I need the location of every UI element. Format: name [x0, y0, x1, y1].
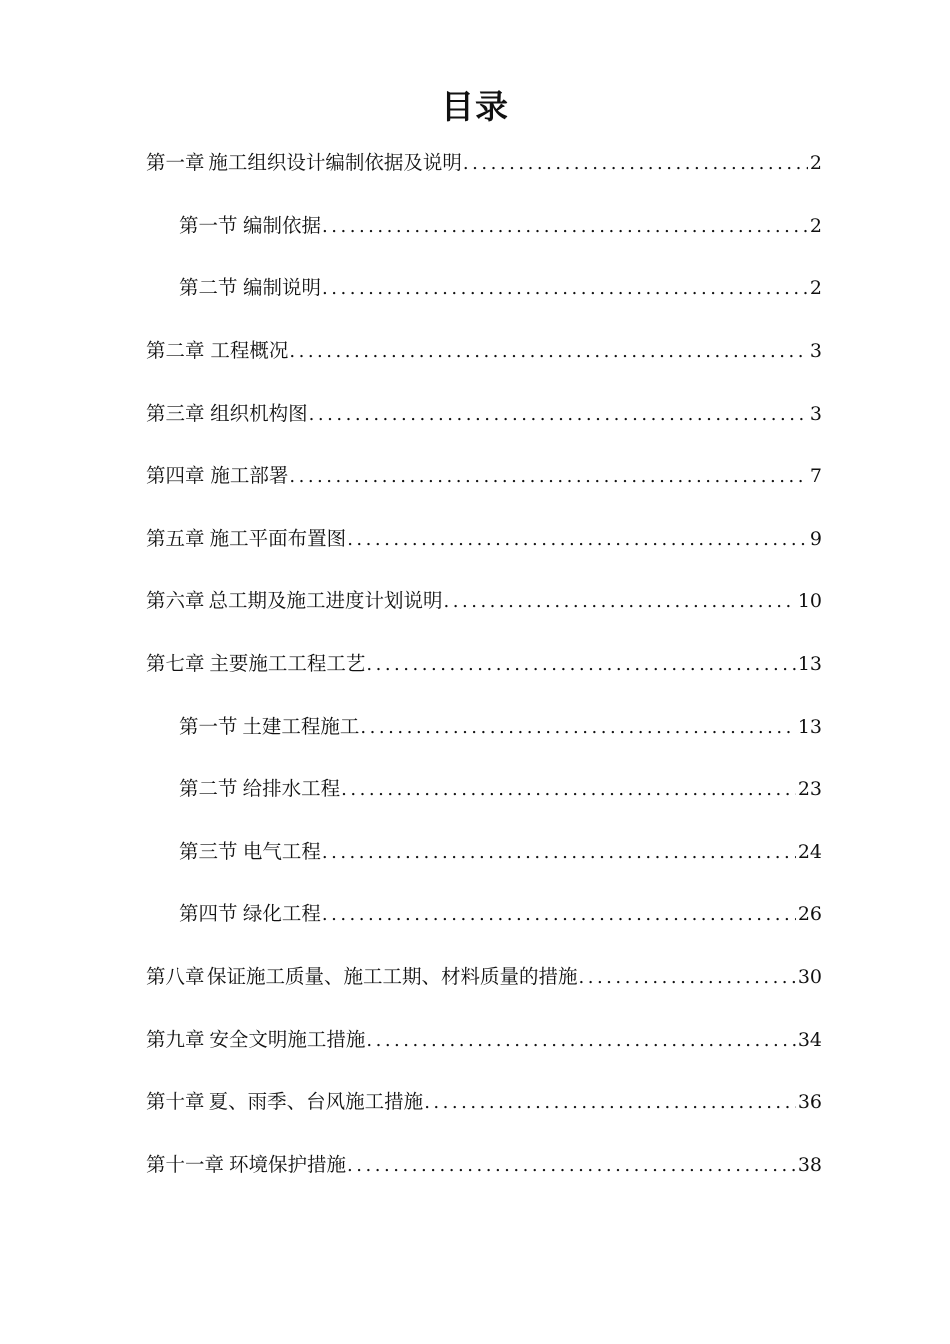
page-number: 23 [797, 778, 822, 801]
dot-leader [360, 716, 795, 740]
toc-entry[interactable] [146, 946, 822, 1009]
page-number: 38 [797, 1153, 822, 1176]
dot-leader [341, 778, 796, 802]
section-title: 编制说明 [242, 276, 321, 300]
section-title: 绿化工程 [242, 902, 321, 926]
chapter-title: 施工平面布置图 [209, 526, 347, 550]
page-number: 30 [797, 966, 822, 989]
toc-entry[interactable] [146, 257, 822, 320]
page-number: 26 [797, 903, 822, 926]
section-number: 第一节 [179, 213, 238, 237]
dot-leader [578, 966, 795, 990]
page-number: 10 [797, 590, 822, 613]
chapter-number: 第七章 [146, 652, 205, 676]
toc-entry[interactable] [146, 445, 822, 508]
chapter-title: 施工部署 [210, 464, 289, 488]
section-title: 给排水工程 [242, 777, 341, 801]
toc-entry[interactable] [146, 320, 822, 383]
toc-entry[interactable] [146, 195, 822, 258]
dot-leader [424, 1091, 796, 1115]
dot-leader [443, 590, 795, 614]
chapter-title: 安全文明施工措施 [209, 1027, 366, 1051]
page-number: 34 [797, 1028, 822, 1051]
page-number: 2 [809, 277, 822, 300]
toc-entry[interactable] [146, 382, 822, 445]
toc-entry[interactable] [146, 1008, 822, 1071]
chapter-title: 组织机构图 [210, 401, 308, 425]
section-number: 第四节 [179, 902, 238, 926]
page-number: 2 [809, 152, 822, 175]
chapter-number: 第十一章 [146, 1152, 225, 1176]
toc-entry[interactable] [146, 1134, 822, 1197]
section-number: 第二节 [179, 276, 238, 300]
chapter-title: 工程概况 [210, 339, 289, 363]
dot-leader [366, 1029, 795, 1053]
chapter-number: 第一章 [146, 151, 205, 175]
toc-list [146, 132, 822, 1196]
chapter-number: 第八章 [146, 965, 205, 989]
chapter-number: 第九章 [146, 1027, 205, 1051]
chapter-number: 第四章 [146, 464, 205, 488]
dot-leader [322, 277, 808, 301]
page-number: 24 [797, 840, 822, 863]
chapter-title: 施工组织设计编制依据及说明 [208, 151, 462, 175]
section-title: 编制依据 [242, 213, 321, 237]
dot-leader [322, 215, 808, 239]
page-number: 13 [797, 653, 822, 676]
dot-leader [322, 841, 796, 865]
section-number: 第二节 [179, 777, 238, 801]
chapter-title: 保证施工质量、施工工期、材料质量的措施 [206, 965, 578, 989]
dot-leader [289, 465, 808, 489]
section-title: 电气工程 [242, 839, 321, 863]
toc-entry[interactable] [146, 821, 822, 884]
toc-entry[interactable] [146, 695, 822, 758]
page-number: 36 [797, 1091, 822, 1114]
chapter-title: 夏、雨季、台风施工措施 [208, 1090, 424, 1114]
section-number: 第一节 [179, 714, 238, 738]
toc-title: 目录 [441, 87, 509, 126]
dot-leader [366, 653, 795, 677]
toc-entry[interactable] [146, 570, 822, 633]
dot-leader [322, 903, 796, 927]
dot-leader [347, 528, 808, 552]
section-number: 第三节 [179, 839, 238, 863]
toc-entry[interactable] [146, 758, 822, 821]
chapter-number: 第二章 [146, 339, 205, 363]
dot-leader [347, 1154, 796, 1178]
page-number: 2 [809, 214, 822, 237]
chapter-title: 环境保护措施 [229, 1152, 347, 1176]
chapter-number: 第六章 [146, 589, 205, 613]
toc-entry[interactable] [146, 633, 822, 696]
chapter-number: 第十章 [146, 1090, 205, 1114]
page-number: 3 [809, 402, 822, 425]
toc-entry[interactable] [146, 1071, 822, 1134]
toc-entry[interactable] [146, 883, 822, 946]
page-number: 3 [809, 340, 822, 363]
toc-entry[interactable] [146, 508, 822, 571]
chapter-number: 第三章 [146, 401, 205, 425]
dot-leader [309, 403, 808, 427]
chapter-number: 第五章 [146, 526, 205, 550]
page-number: 13 [797, 715, 822, 738]
chapter-title: 总工期及施工进度计划说明 [208, 589, 443, 613]
dot-leader [289, 340, 808, 364]
chapter-title: 主要施工工程工艺 [209, 652, 366, 676]
page-number: 9 [809, 527, 822, 550]
section-title: 土建工程施工 [242, 714, 360, 738]
dot-leader [463, 152, 808, 176]
toc-entry[interactable] [146, 132, 822, 195]
page-number: 7 [809, 465, 822, 488]
